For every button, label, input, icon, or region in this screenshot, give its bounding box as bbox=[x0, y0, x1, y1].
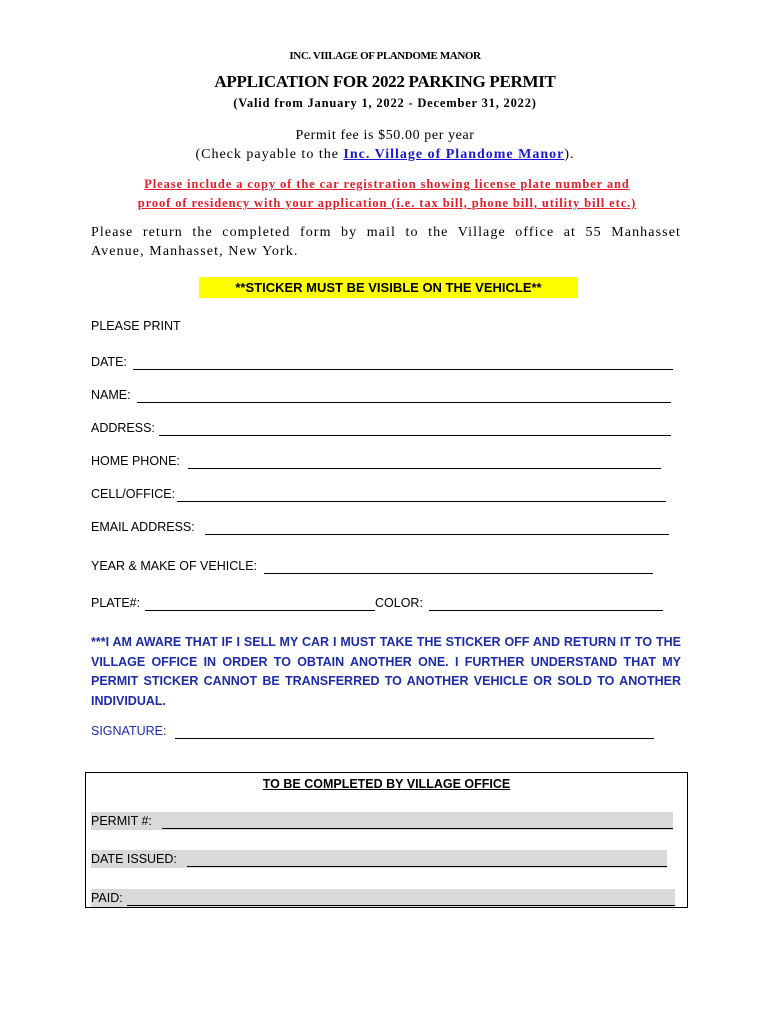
home-phone-label: HOME PHONE: bbox=[91, 454, 180, 468]
name-field[interactable] bbox=[91, 388, 671, 408]
plate-field[interactable] bbox=[91, 596, 375, 616]
village-name: INC. VIILAGE OF PLANDOME MANOR bbox=[289, 50, 481, 62]
plate-label: PLATE#: bbox=[91, 596, 141, 610]
signature-field[interactable] bbox=[91, 724, 654, 744]
permit-number-field[interactable] bbox=[91, 814, 673, 834]
address-field[interactable] bbox=[91, 421, 671, 441]
paid-field[interactable] bbox=[91, 891, 675, 911]
address-label: ADDRESS: bbox=[91, 421, 155, 435]
paid-input-line[interactable] bbox=[127, 905, 675, 906]
check-prefix: (Check payable to the bbox=[195, 147, 344, 162]
date-label: DATE: bbox=[91, 355, 127, 369]
sticker-visible-banner: **STICKER MUST BE VISIBLE ON THE VEHICLE** bbox=[199, 277, 578, 298]
date-issued-field[interactable] bbox=[91, 852, 667, 872]
registration-instruction-line1: Please include a copy of the car registration showing license plate number and bbox=[144, 177, 630, 191]
village-office-title: TO BE COMPLETED BY VILLAGE OFFICE bbox=[262, 777, 511, 791]
email-field[interactable] bbox=[91, 520, 669, 540]
home-phone-field[interactable] bbox=[91, 454, 661, 474]
check-suffix: ). bbox=[564, 147, 575, 162]
date-field[interactable] bbox=[91, 355, 673, 375]
permit-fee-text: Permit fee is $50.00 per year bbox=[295, 128, 475, 143]
name-label: NAME: bbox=[91, 388, 131, 402]
paid-label: PAID: bbox=[91, 891, 123, 905]
signature-label: SIGNATURE: bbox=[91, 724, 167, 738]
cell-office-input-line[interactable] bbox=[177, 501, 666, 502]
email-label: EMAIL ADDRESS: bbox=[91, 520, 195, 534]
sticker-transfer-notice: ***I AM AWARE THAT IF I SELL MY CAR I MUST TAKE THE STICKER OFF AND RETURN IT TO THE VILLAGE OFFICE IN ORDER TO OBTAIN ANOTHER ONE. I FURTHER UNDERSTAND THAT MY PERMIT STICKER CANNOT BE TRANSFERRED TO ANOTHER VEHICLE OR SOLD TO ANOTHER INDIVIDUAL. bbox=[91, 635, 681, 708]
plate-input-line[interactable] bbox=[145, 610, 375, 611]
address-input-line[interactable] bbox=[159, 435, 671, 436]
date-input-line[interactable] bbox=[133, 369, 673, 370]
permit-number-label: PERMIT #: bbox=[91, 814, 152, 828]
color-label: COLOR: bbox=[375, 596, 423, 610]
cell-office-field[interactable] bbox=[91, 487, 666, 507]
email-input-line[interactable] bbox=[205, 534, 669, 535]
payee-link[interactable]: Inc. Village of Plandome Manor bbox=[343, 147, 565, 162]
return-instruction-line2: Avenue, Manhasset, New York. bbox=[91, 244, 299, 259]
permit-number-input-line[interactable] bbox=[162, 828, 673, 829]
home-phone-input-line[interactable] bbox=[188, 468, 661, 469]
return-instruction-line1: Please return the completed form by mail to the Village office at 55 Manhasset bbox=[91, 225, 681, 240]
village-office-box bbox=[85, 772, 688, 908]
date-issued-label: DATE ISSUED: bbox=[91, 852, 177, 866]
check-payable-line bbox=[0, 147, 770, 163]
color-field[interactable] bbox=[375, 596, 663, 616]
signature-input-line[interactable] bbox=[175, 738, 654, 739]
vehicle-label: YEAR & MAKE OF VEHICLE: bbox=[91, 559, 258, 573]
name-input-line[interactable] bbox=[137, 402, 671, 403]
color-input-line[interactable] bbox=[429, 610, 663, 611]
vehicle-field[interactable] bbox=[91, 559, 653, 579]
valid-date-range: (Valid from January 1, 2022 - December 31, 2022) bbox=[233, 96, 537, 110]
date-issued-input-line[interactable] bbox=[187, 866, 667, 867]
registration-instruction-line2: proof of residency with your application (i.e. tax bill, phone bill, utility bill etc.) bbox=[137, 196, 637, 210]
cell-office-label: CELL/OFFICE: bbox=[91, 487, 176, 501]
please-print-label: PLEASE PRINT bbox=[91, 319, 181, 333]
vehicle-input-line[interactable] bbox=[264, 573, 653, 574]
page-title: APPLICATION FOR 2022 PARKING PERMIT bbox=[214, 72, 556, 91]
